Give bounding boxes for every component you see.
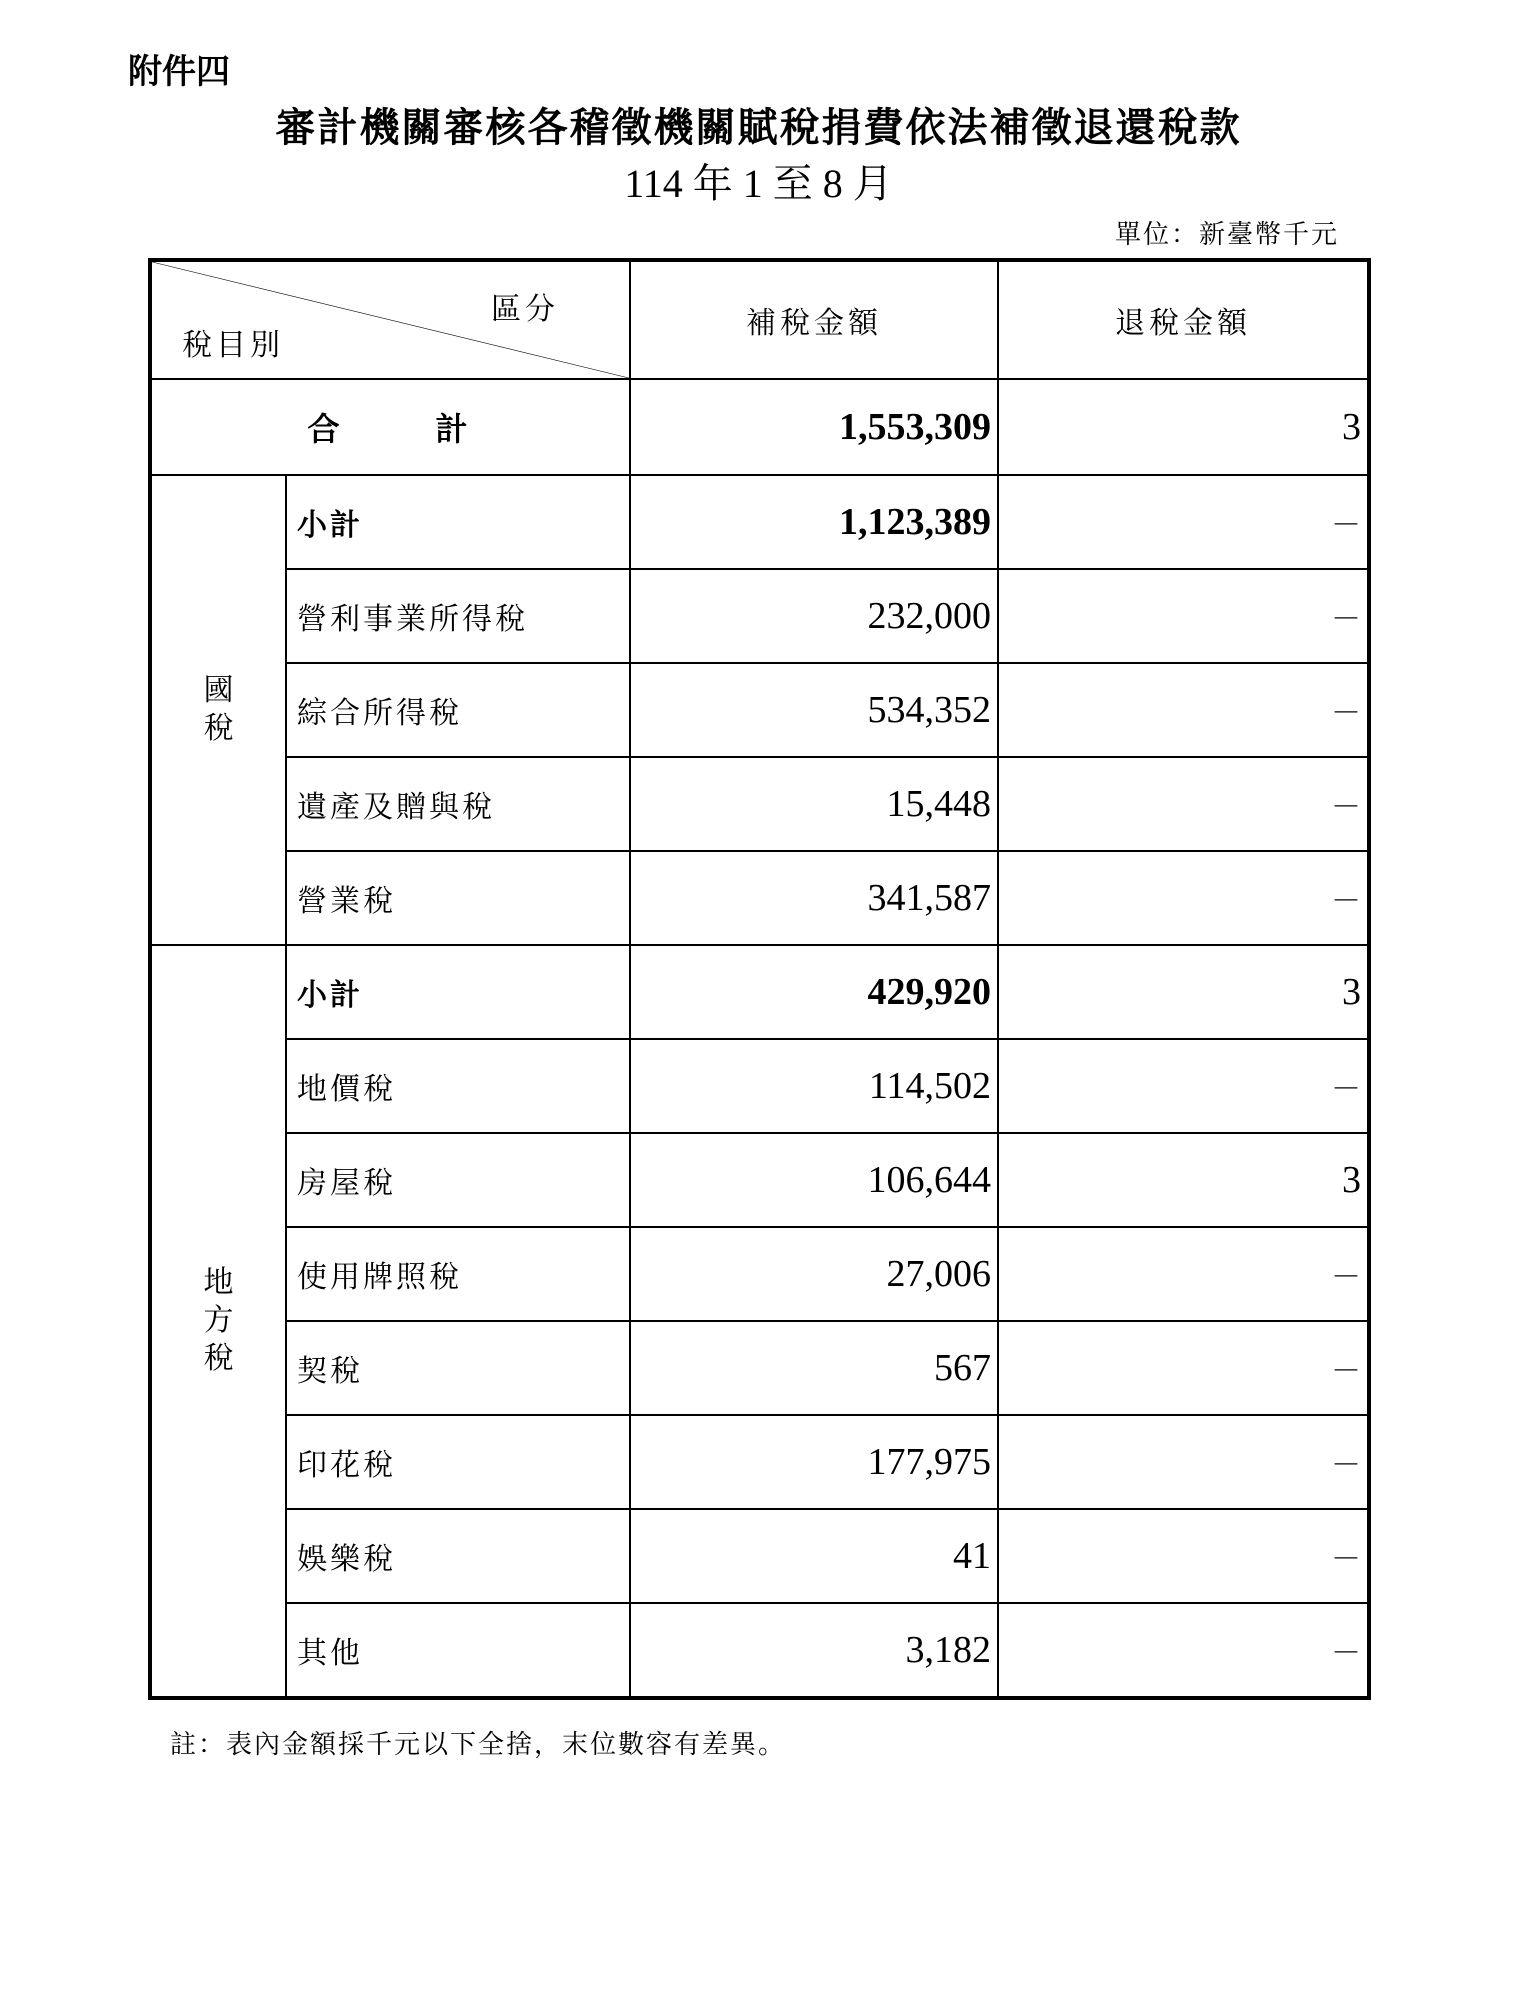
group-local-tax: 地 方 稅 [150,945,286,1698]
row-supplement: 232,000 [630,569,998,663]
table-row [150,1321,1369,1415]
row-supplement: 1,123,389 [630,475,998,569]
total-supplement: 1,553,309 [630,379,998,475]
table-row [150,569,1369,663]
header-category-label: 區分 [491,292,559,327]
row-name: 營利事業所得稅 [286,569,630,663]
total-label: 合計 [150,379,630,475]
row-refund: － [998,1509,1369,1603]
row-refund: － [998,475,1369,569]
total-row [150,379,1369,475]
row-refund: － [998,1227,1369,1321]
table-row [150,1509,1369,1603]
row-refund: － [998,569,1369,663]
row-refund: － [998,1415,1369,1509]
row-supplement: 177,975 [630,1415,998,1509]
row-name: 小計 [286,475,630,569]
total-refund: 3 [998,379,1369,475]
row-supplement: 106,644 [630,1133,998,1227]
row-name: 房屋稅 [286,1133,630,1227]
row-supplement: 567 [630,1321,998,1415]
table-row [150,851,1369,945]
header-row [150,260,1369,379]
row-name: 遺產及贈與稅 [286,757,630,851]
table-row [150,757,1369,851]
table-row [150,1227,1369,1321]
row-supplement: 341,587 [630,851,998,945]
row-name: 契稅 [286,1321,630,1415]
row-name: 印花稅 [286,1415,630,1509]
table-row [150,1415,1369,1509]
tax-table [148,258,1371,1700]
row-refund: － [998,851,1369,945]
header-tax-item-label: 稅目別 [182,328,284,363]
row-name: 使用牌照稅 [286,1227,630,1321]
attachment-label: 附件四 [128,52,230,92]
footnote: 註：表內金額採千元以下全捨，末位數容有差異。 [170,1730,787,1760]
group-national-tax: 國 稅 [150,475,286,945]
row-name: 娛樂稅 [286,1509,630,1603]
row-refund: － [998,1039,1369,1133]
table-row [150,663,1369,757]
row-refund: 3 [998,945,1369,1039]
row-refund: 3 [998,1133,1369,1227]
row-name: 其他 [286,1603,630,1698]
row-name: 地價稅 [286,1039,630,1133]
row-supplement: 15,448 [630,757,998,851]
table-row [150,945,1369,1039]
row-name: 小計 [286,945,630,1039]
table-row [150,1133,1369,1227]
table-row [150,475,1369,569]
document-title: 審計機關審核各稽徵機關賦稅捐費依法補徵退還稅款 [275,104,1242,151]
row-supplement: 429,920 [630,945,998,1039]
unit-label: 單位：新臺幣千元 [1114,220,1339,250]
row-name: 綜合所得稅 [286,663,630,757]
diagonal-header-cell [150,260,630,379]
table-row [150,1039,1369,1133]
row-refund: － [998,757,1369,851]
row-supplement: 534,352 [630,663,998,757]
row-supplement: 27,006 [630,1227,998,1321]
row-refund: － [998,1603,1369,1698]
row-supplement: 41 [630,1509,998,1603]
table-row [150,1603,1369,1698]
row-refund: － [998,1321,1369,1415]
row-refund: － [998,663,1369,757]
row-supplement: 114,502 [630,1039,998,1133]
header-supplement-amount: 補稅金額 [630,260,998,379]
header-refund-amount: 退稅金額 [998,260,1369,379]
row-supplement: 3,182 [630,1603,998,1698]
document-subtitle: 114 年 1 至 8 月 [624,161,893,206]
row-name: 營業稅 [286,851,630,945]
